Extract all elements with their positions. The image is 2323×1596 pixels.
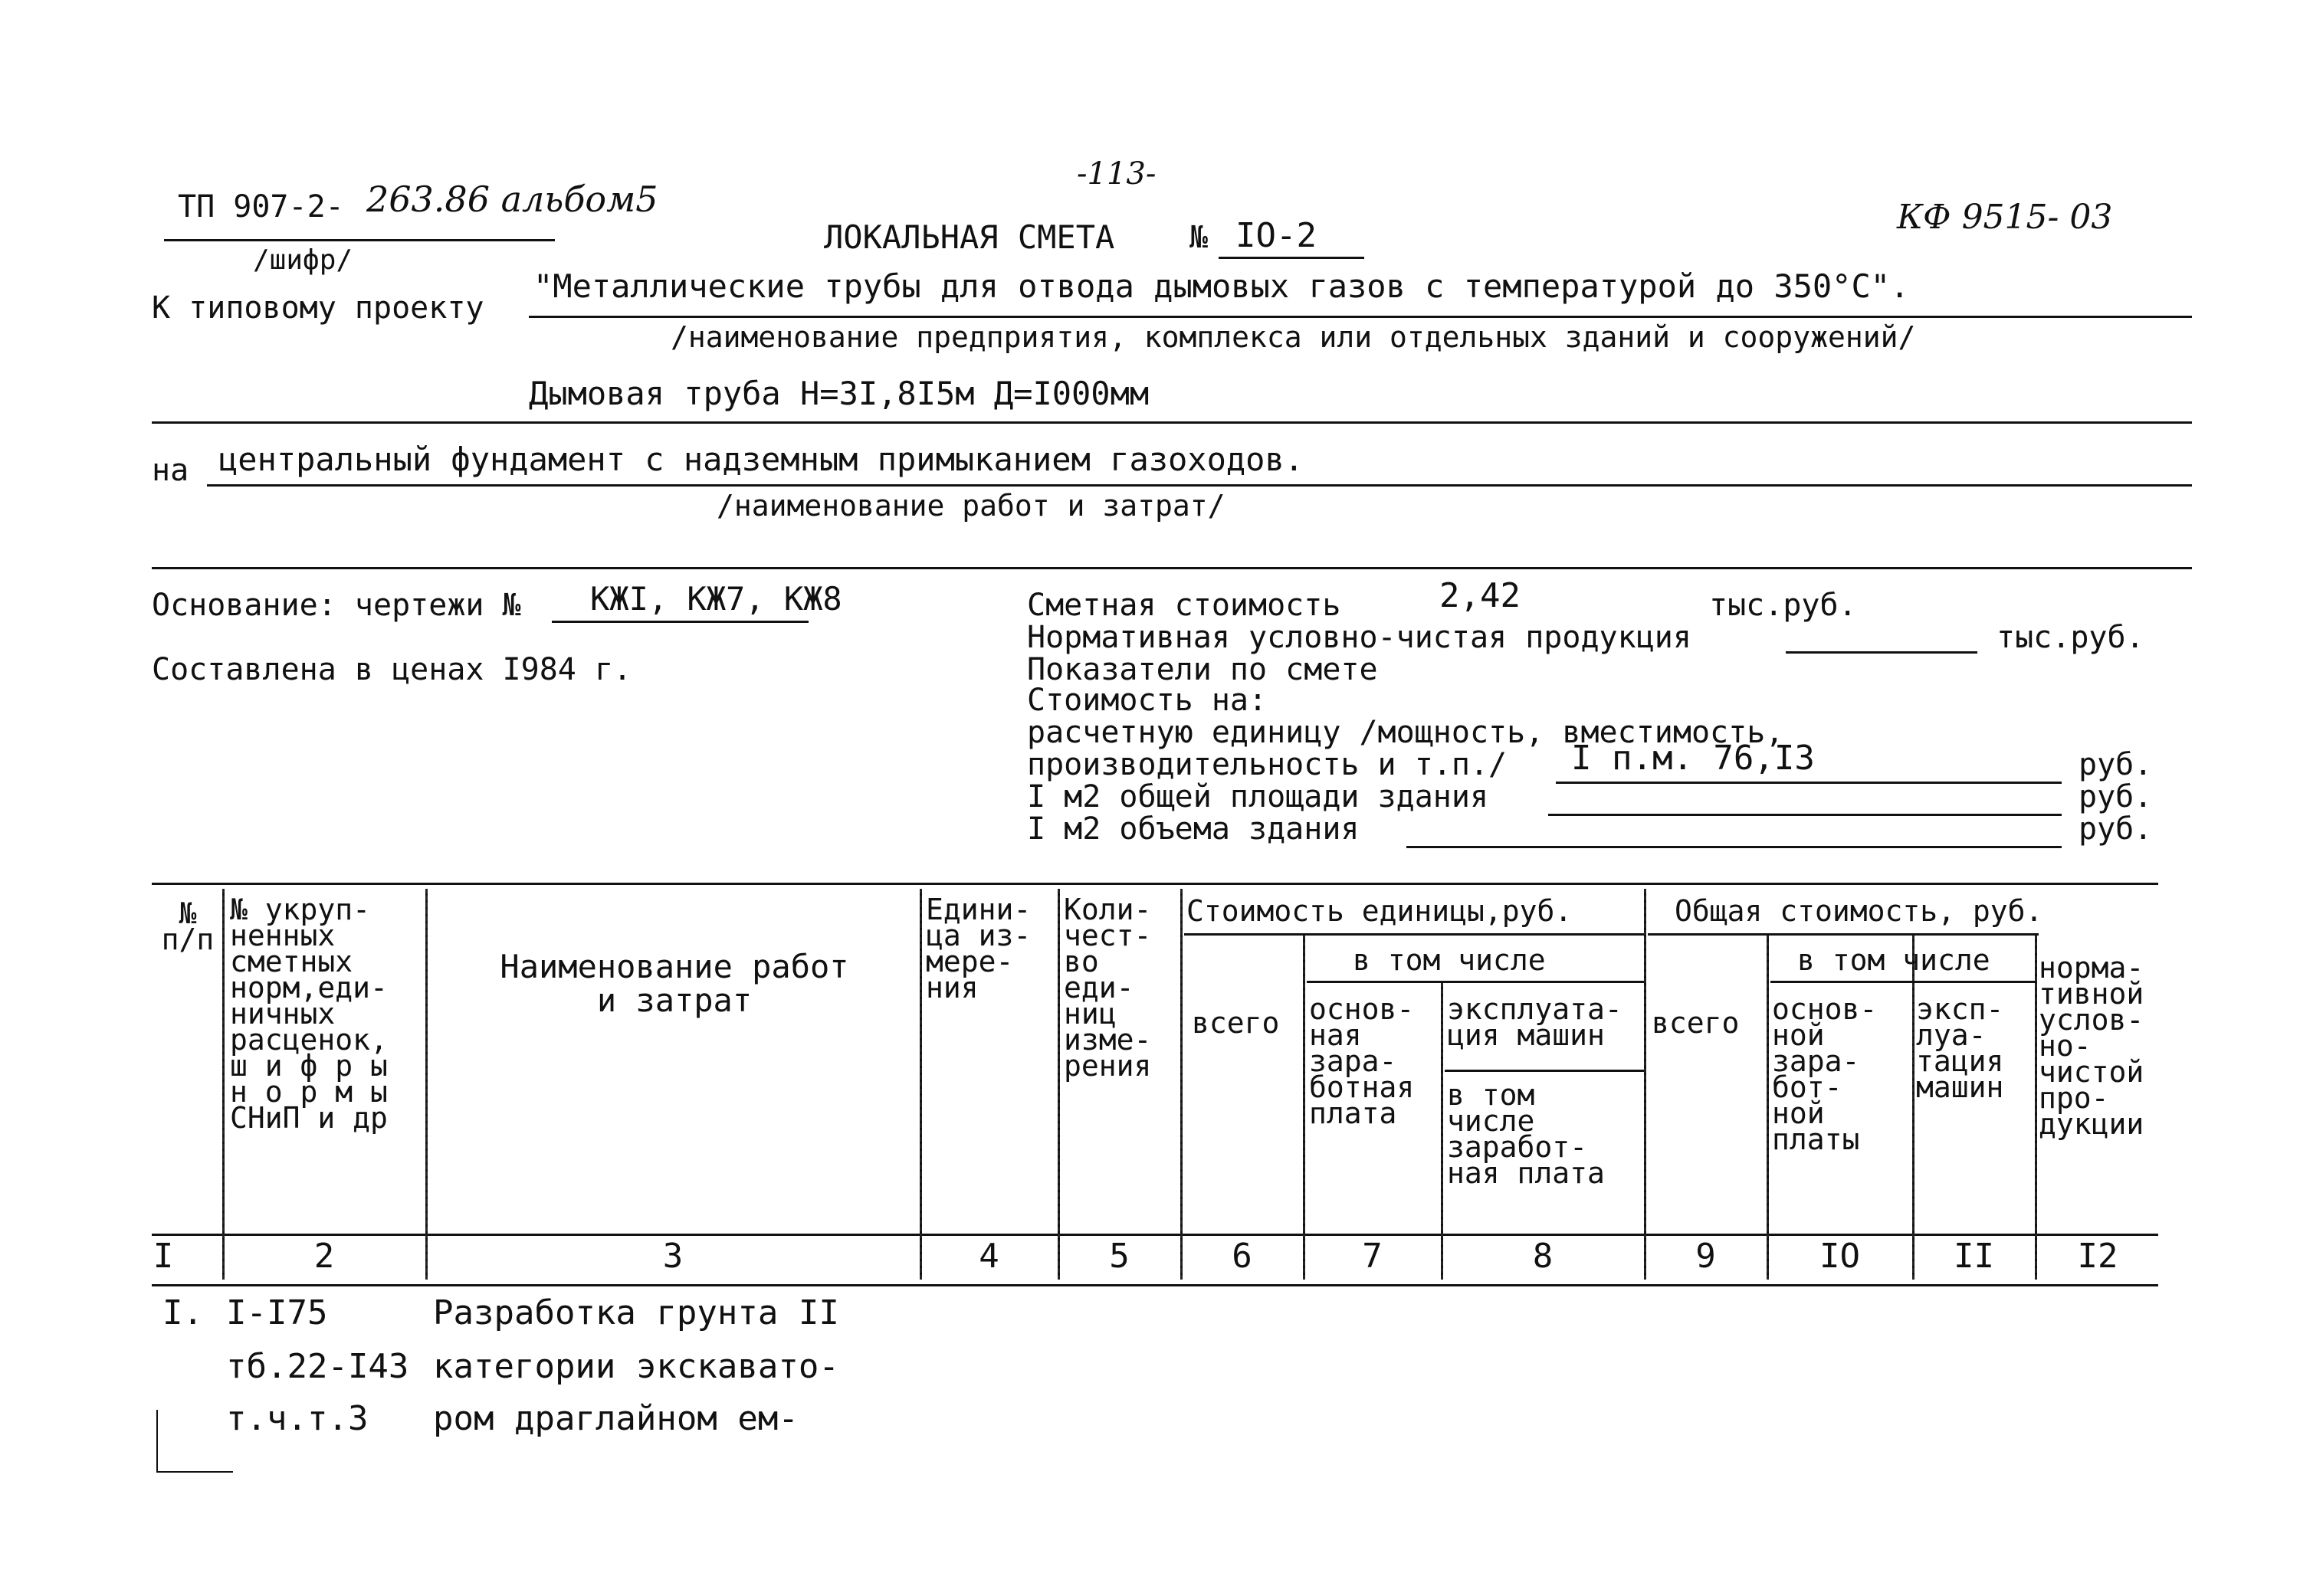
work-name: центральный фундамент с надземным примыканием газоходов. — [218, 441, 1304, 478]
col-number: 9 — [1695, 1237, 1716, 1276]
basis-underline — [552, 621, 809, 623]
col-number: 2 — [313, 1237, 335, 1276]
col-sep-8 — [1644, 889, 1646, 1280]
work-underline — [207, 484, 2192, 487]
col-number: IO — [1819, 1237, 1860, 1276]
basis-value: КЖI, КЖ7, КЖ8 — [590, 580, 842, 618]
estimate-number: IO-2 — [1235, 216, 1317, 255]
corner-mark-vertical — [156, 1410, 158, 1471]
row-number: I. — [162, 1293, 203, 1332]
col-sep-10 — [1912, 935, 1915, 1280]
header-wage2: основ- ной зара- бот- ной платы — [1772, 992, 1878, 1156]
volume-label: I м2 объема здания — [1027, 811, 1360, 847]
col-number: 6 — [1232, 1237, 1252, 1276]
incl2-rule — [1770, 981, 2035, 983]
tp-underline — [164, 239, 555, 241]
enterprise-caption: /наименование предприятия, комплекса или отдельных зданий и сооружений/ — [671, 320, 1916, 354]
page-number: -113- — [1077, 156, 1157, 192]
table-header-bottom — [152, 1234, 2158, 1236]
header-qty: Коли- чест- во еди- ниц изме- рения — [1064, 893, 1152, 1083]
code-handwritten: КФ 9515- 03 — [1897, 198, 2113, 237]
estimated-cost-unit: тыс.руб. — [1709, 588, 1857, 623]
col-sep-6 — [1303, 935, 1305, 1280]
header-no: № п/п — [161, 896, 215, 956]
header-unit: Едини- ца из- мере- ния — [926, 893, 1032, 1004]
object-underline — [152, 421, 2192, 424]
normative-underline — [1786, 651, 1977, 654]
row-name-line: Разработка грунта II — [433, 1293, 839, 1332]
work-label: на — [152, 453, 189, 488]
productivity-label: производительность и т.п./ — [1027, 747, 1508, 782]
area-unit: руб. — [2079, 779, 2153, 814]
col-number: 8 — [1532, 1237, 1554, 1276]
work-caption: /наименование работ и затрат/ — [717, 489, 1225, 523]
col-number: 3 — [662, 1237, 684, 1276]
col-sep-3 — [920, 889, 922, 1280]
productivity-unit: руб. — [2079, 747, 2153, 782]
header-incl: в том числе — [1353, 943, 1546, 977]
normative-label: Нормативная условно-чистая продукция — [1027, 620, 1691, 655]
col-sep-1 — [222, 889, 225, 1280]
estimate-title: ЛОКАЛЬНАЯ СМЕТА — [824, 218, 1115, 256]
tp-handwritten: 263.86 альбом5 — [366, 179, 658, 220]
normative-unit: тыс.руб. — [1997, 620, 2144, 655]
unit-cost-rule — [1184, 933, 1644, 936]
col-sep-4 — [1058, 889, 1060, 1280]
volume-underline — [1406, 846, 2062, 848]
header-wage: основ- ная зара- ботная плата — [1309, 992, 1415, 1130]
volume-unit: руб. — [2079, 811, 2153, 847]
prices-line: Составлена в ценах I984 г. — [152, 652, 632, 687]
header-normative: норма- тивной услов- но- чистой про- дукции — [2039, 951, 2144, 1141]
row-name-line: ром драглайном ем- — [433, 1399, 799, 1438]
indicators-label: Показатели по смете — [1027, 652, 1378, 687]
calc-unit-label: расчетную единицу /мощность, вместимость, — [1027, 715, 1784, 750]
header-total-cost: Общая стоимость, руб. — [1675, 894, 2043, 928]
col-number: 5 — [1109, 1237, 1130, 1276]
col-number: I2 — [2077, 1237, 2118, 1276]
tp-label: ТП 907-2- — [178, 189, 344, 224]
total-cost-rule — [1648, 933, 2039, 936]
estimate-no-label: № — [1189, 220, 1209, 255]
cipher-caption: /шифр/ — [253, 244, 353, 276]
table-numbers-bottom — [152, 1284, 2158, 1286]
estimate-no-underline — [1219, 257, 1364, 259]
header-incl-wage: в том числе заработ- ная плата — [1447, 1078, 1605, 1190]
header-norms: № укруп- ненных сметных норм,еди- ничных расценок, ш и ф р ы н о р м ы СНиП и др — [230, 893, 388, 1135]
section-divider — [152, 567, 2192, 569]
estimated-cost-value: 2,42 — [1439, 576, 1521, 615]
col-number: 7 — [1362, 1237, 1383, 1276]
estimated-cost-label: Сметная стоимость — [1027, 588, 1341, 623]
header-all: всего — [1192, 1006, 1280, 1040]
to-project-label: К типовому проекту — [152, 290, 484, 326]
productivity-underline — [1556, 782, 2062, 784]
row-code-line: т.ч.т.3 — [226, 1399, 369, 1438]
header-unit-cost: Стоимость единицы,руб. — [1186, 894, 1573, 928]
area-label: I м2 общей площади здания — [1027, 779, 1489, 814]
basis-label: Основание: чертежи № — [152, 588, 521, 623]
col-sep-2 — [425, 889, 428, 1280]
col-sep-7 — [1441, 982, 1443, 1280]
col-sep-11 — [2035, 935, 2037, 1280]
cost-on-label: Стоимость на: — [1027, 683, 1268, 718]
header-machines: эксплуата- ция машин — [1447, 992, 1622, 1052]
corner-mark-horizontal — [156, 1471, 233, 1473]
header-machines2: эксп- луа- тация машин — [1916, 992, 2004, 1104]
col-number: I — [153, 1237, 174, 1276]
machines-rule — [1445, 1070, 1644, 1072]
col-sep-9 — [1767, 935, 1769, 1280]
row-code-line: тб.22-I43 — [226, 1347, 409, 1386]
productivity-value: I п.м. 76,I3 — [1571, 739, 1815, 778]
row-name-line: категории экскавато- — [433, 1347, 839, 1386]
col-number: II — [1954, 1237, 1994, 1276]
table-top-border — [152, 883, 2158, 885]
object-line: Дымовая труба Н=3I,8I5м Д=I000мм — [529, 375, 1150, 412]
header-all2: всего — [1652, 1006, 1740, 1040]
header-name: Наименование работ и затрат — [500, 948, 849, 1019]
row-code-line: I-I75 — [226, 1293, 328, 1332]
header-incl2: в том числе — [1797, 943, 1990, 977]
col-number: 4 — [979, 1237, 999, 1276]
project-underline — [529, 316, 2192, 318]
col-sep-5 — [1180, 889, 1183, 1280]
area-underline — [1548, 814, 2062, 816]
project-name: "Металлические трубы для отвода дымовых газов с температурой до 350°С". — [533, 267, 1910, 305]
incl-rule — [1307, 981, 1644, 983]
